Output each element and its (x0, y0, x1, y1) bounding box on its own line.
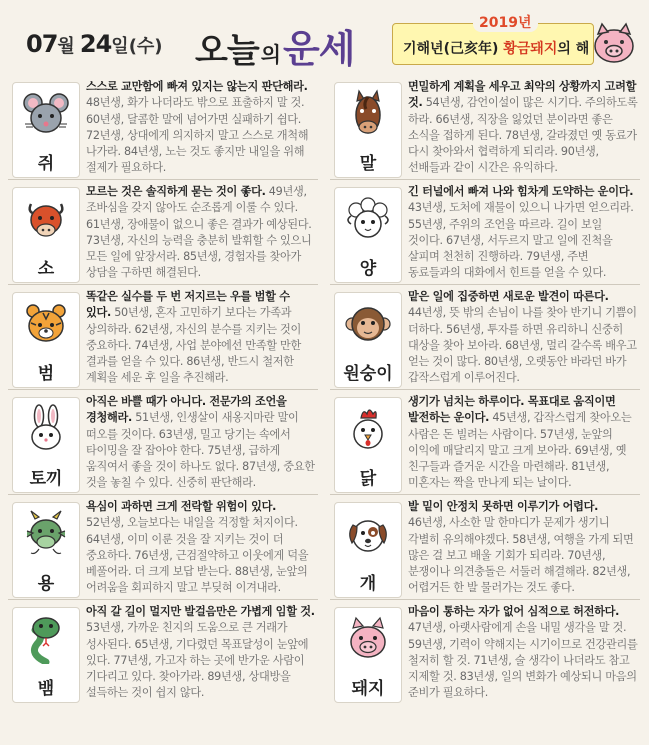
divider (8, 599, 318, 600)
fortune-text (86, 604, 316, 702)
rooster-icon (343, 404, 393, 454)
zodiac-row-monkey (330, 286, 640, 389)
fortune-headline: 똑같은 실수를 두 번 저지르는 우를 범할 수 있다. (86, 290, 290, 320)
zodiac-row-snake (8, 601, 318, 704)
rabbit-icon (21, 404, 71, 454)
zodiac-row-rabbit (8, 391, 318, 494)
horse-icon (343, 89, 393, 139)
year-text-gold: 황금돼지 (503, 41, 558, 57)
zodiac-name: 개 (359, 574, 377, 594)
fortune-body: 53년생, 가까운 친지의 도움으로 큰 거래가 성사된다. 65년생, 기다렸던 목표달성이 눈앞에 있다. 77년생, 가고자 하는 곳에 반가운 사람이 기다리고 있다. 찾아가라. 89년생, 상대방을 설득하는 것이 쉽지 않다. (86, 621, 309, 700)
zodiac-name: 닭 (359, 469, 377, 489)
title-particle: 의 (260, 43, 281, 67)
zodiac-row-tiger (8, 286, 318, 389)
divider (8, 389, 318, 390)
pig-icon (343, 614, 393, 664)
fortune-body: 43년생, 도처에 재물이 있으니 나가면 얻으리라. 55년생, 주위의 조언을 따르라. 길이 보일 것이다. 67년생, 서두르지 말고 일에 진척을 살피며 천천히 진행하라. 79년생, 주변 동료들과의 대화에서 힌트를 얻을 수 있다. (408, 201, 634, 280)
fortune-headline: 맡은 일에 집중하면 새로운 발견이 따른다. (408, 290, 609, 303)
year-text-a: 기해년(己亥年) (403, 41, 504, 57)
divider (330, 494, 640, 495)
fortune-text (86, 184, 316, 282)
zodiac-name: 범 (37, 364, 55, 384)
fortune-text (86, 79, 316, 177)
fortune-headline: 면밀하게 계획을 세우고 최악의 상황까지 고려할 것. (408, 80, 637, 110)
fortune-headline: 욕심이 과하면 크게 전락할 위험이 있다. (86, 500, 277, 513)
zodiac-row-ox (8, 181, 318, 284)
zodiac-row-rooster (330, 391, 640, 494)
fortune-text (408, 184, 638, 282)
fortune-headline: 아직은 바쁠 때가 아니다. 전문가의 조언을 경청해라. (86, 395, 287, 425)
monkey-icon (343, 299, 393, 349)
fortune-body: 52년생, 오늘보다는 내일을 걱정할 처지이다. 64년생, 이미 이룬 것을 잘 지키는 것이 더 중요하다. 76년생, 근검절약하고 이웃에게 덕을 베풀어라. 더 크게 보답 받는다. 88년생, 눈앞의 어려움을 회피하지 말고 부딪혀 이겨내라. (86, 516, 309, 595)
fortune-body: 46년생, 사소한 말 한마디가 문제가 생기니 각별히 유의해야겠다. 58년생, 여행을 가게 되면 많은 걸 보고 배울 기회가 되리라. 70년생, 분쟁이나 의견충돌은 서둘러 해결해라. 82년생, 어렵거든 한 발 물러가는 것도 좋다. (408, 516, 634, 595)
sheep-icon (343, 194, 393, 244)
fortune-text (86, 394, 316, 492)
zodiac-row-horse (330, 76, 640, 179)
zodiac-row-pig (330, 601, 640, 704)
title-fortune: 운세 (283, 27, 355, 71)
zodiac-name: 원숭이 (343, 364, 393, 384)
golden-pig-icon (590, 20, 638, 66)
fortune-text (86, 499, 316, 597)
fortune-body: 48년생, 화가 나더라도 밖으로 표출하지 말 것. 60년생, 달콤한 말에 넘어가면 실패하기 쉽다. 72년생, 상대에게 의지하지 말고 스스로 개척해 나가라. 84년생, 노는 것도 좋지만 내일을 위해 절제가 필요하다. (86, 96, 309, 175)
zodiac-row-dog (330, 496, 640, 599)
zodiac-name: 양 (359, 259, 377, 279)
zodiac-row-dragon (8, 496, 318, 599)
page-header (0, 0, 649, 72)
date-weekday: (수) (128, 36, 163, 57)
fortune-body: 50년생, 혼자 고민하기 보다는 가족과 상의하라. 62년생, 자신의 분수를 지키는 것이 중요하다. 74년생, 사업 분야에선 만족할 만한 결과를 얻을 수 있다. 86년생, 반드시 철저한 계획을 세운 후 일을 추진해라. (86, 306, 302, 385)
dragon-icon (21, 509, 71, 559)
fortune-body: 54년생, 감언이설이 많은 시기다. 주의하도록 하라. 66년생, 직장을 잃었던 분이라면 좋은 소식을 접하게 된다. 78년생, 갈라졌던 옛 동료가 다시 찾아와서 협력하게 되리라. 90년생, 선배들과 같이 시간은 유익하다. (408, 96, 638, 175)
fortune-body: 51년생, 인생살이 새옹지마란 말이 떠오를 것이다. 63년생, 밀고 당기는 속에서 타이밍을 잘 잡아야 한다. 75년생, 급하게 움직여서 좋을 것이 하나도 없다. 87년생, 중요한 것을 놓칠 수 있다. 신중히 판단해라. (86, 411, 315, 490)
fortune-headline: 마음이 통하는 자가 없어 심적으로 허전하다. (408, 605, 620, 618)
fortune-body: 45년생, 갑작스럽게 찾아오는 사람은 돈 빌려는 사람이다. 57년생, 눈앞의 이익에 매달리지 말고 크게 보아라. 69년생, 옛 친구들과 즐거운 시간을 마련해라. 81년생, 미혼자는 짝을 만나게 되는 날이다. (408, 411, 632, 490)
divider (330, 599, 640, 600)
fortune-text (408, 499, 638, 597)
zodiac-name: 뱀 (37, 679, 55, 699)
divider (8, 284, 318, 285)
zodiac-card (12, 607, 80, 703)
zodiac-name: 소 (37, 259, 55, 279)
zodiac-card (334, 187, 402, 283)
divider (8, 179, 318, 180)
zodiac-card (334, 397, 402, 493)
year-text (403, 38, 589, 58)
fortune-body: 47년생, 아랫사람에게 손을 내밀 생각을 말 것. 59년생, 기력이 약해지는 시기이므로 건강관리를 철저히 할 것. 71년생, 술 생각이 나더라도 참고 지제할 것. 83년생, 일의 변화가 예상되니 마음의 준비가 필요하다. (408, 621, 638, 700)
zodiac-card (12, 397, 80, 493)
fortune-headline: 생기가 넘치는 하루이다. 목표대로 움직이면 발전하는 운이다. (408, 395, 616, 425)
zodiac-name: 용 (37, 574, 55, 594)
zodiac-card (12, 82, 80, 178)
zodiac-card (334, 82, 402, 178)
zodiac-name: 쥐 (37, 154, 55, 174)
fortune-headline: 스스로 교만함에 빠져 있지는 않는지 판단해라. (86, 80, 308, 93)
zodiac-card (334, 502, 402, 598)
fortune-text (86, 289, 316, 387)
rat-icon (21, 89, 71, 139)
divider (8, 494, 318, 495)
date-day: 24 (79, 30, 112, 58)
fortune-headline: 아직 갈 길이 멀지만 발걸음만은 가볍게 임할 것. (86, 605, 315, 618)
zodiac-card (12, 292, 80, 388)
divider (330, 284, 640, 285)
tiger-icon (21, 299, 71, 349)
fortune-text (408, 289, 638, 387)
date-month-unit: 월 (57, 36, 75, 57)
page-title (195, 18, 354, 73)
fortune-headline: 긴 터널에서 빠져 나와 힘차게 도약하는 운이다. (408, 185, 634, 198)
fortune-text (408, 79, 638, 177)
dog-icon (343, 509, 393, 559)
zodiac-row-sheep (330, 181, 640, 284)
year-tag: 2019년 (473, 12, 538, 32)
date-month: 07 (26, 30, 58, 58)
date-day-unit: 일 (111, 36, 129, 57)
zodiac-card (12, 187, 80, 283)
ox-icon (21, 194, 71, 244)
fortune-text (408, 604, 638, 702)
fortune-text (408, 394, 638, 492)
divider (330, 179, 640, 180)
zodiac-card (334, 607, 402, 703)
zodiac-name: 토끼 (29, 469, 63, 489)
fortune-body: 49년생, 조바심을 갖지 않아도 순조롭게 이룰 수 있다. 61년생, 장애물이 없으니 좋은 결과가 예상된다. 73년생, 자신의 능력을 충분히 발휘할 수 있으니 모든 일에 앞장서라. 85년생, 경험자를 찾아가 상담을 구하면 해결된다. (86, 185, 312, 280)
zodiac-row-rat (8, 76, 318, 179)
year-text-c: 의 해 (557, 41, 590, 57)
divider (330, 389, 640, 390)
fortune-headline: 발 밑이 안정치 못하면 이루기가 어렵다. (408, 500, 599, 513)
title-today: 오늘 (195, 31, 259, 71)
date-label (26, 30, 163, 58)
year-badge (392, 15, 594, 65)
fortune-body: 44년생, 뜻 밖의 손님이 나를 찾아 반기니 기쁨이 더하다. 56년생, 투자를 하면 유리하니 신중히 대상을 찾아 보아라. 68년생, 멀리 갈수록 배우고 얻는 것이 많다. 80년생, 오랫동안 바라던 바가 갑작스럽게 이루어진다. (408, 306, 637, 385)
zodiac-card (334, 292, 402, 388)
snake-icon (21, 614, 71, 664)
zodiac-name: 말 (359, 154, 377, 174)
fortune-headline: 모르는 것은 솔직하게 묻는 것이 좋다. (86, 185, 266, 198)
zodiac-card (12, 502, 80, 598)
zodiac-name: 돼지 (351, 679, 385, 699)
